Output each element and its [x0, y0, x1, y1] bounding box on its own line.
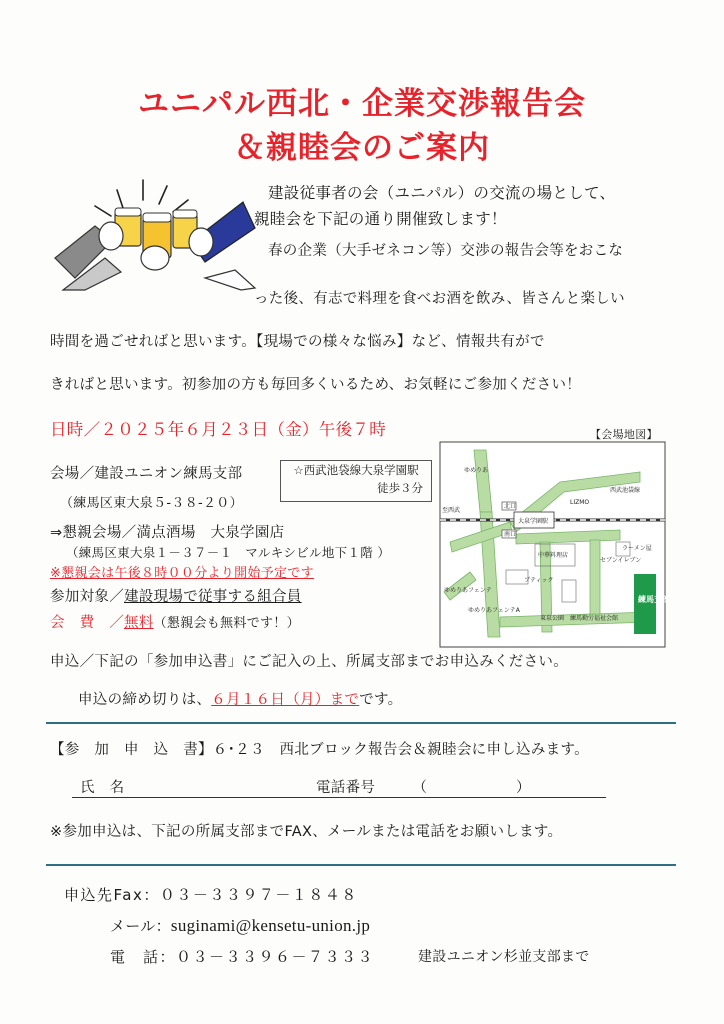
- station-line-1: ☆西武池袋線大泉学園駅: [293, 463, 419, 477]
- venue-name: 会場／建設ユニオン練馬支部: [50, 466, 243, 482]
- intro-line-4: った後、有志で料理を食べお酒を飲み、皆さんと楽しい: [254, 291, 625, 307]
- divider-bottom: [46, 864, 676, 866]
- form-note: ※参加申込は、下記の所属支部までFAX、メールまたは電話をお願いします。: [50, 824, 563, 840]
- intro-line-1: 建設従事者の会（ユニパル）の交流の場として、: [268, 184, 616, 202]
- map-north: 北口: [504, 503, 517, 510]
- contact-fax: 申込先Fax：０３－３３９７－１８４８: [64, 886, 358, 904]
- intro-line-5: 時間を過ごせればと思います。【現場での様々な悩み】など、情報共有がで: [50, 334, 545, 350]
- deadline-row: [78, 688, 402, 709]
- venue-map: [440, 442, 670, 647]
- contact-mail-row: [110, 915, 370, 936]
- map-lizmo: LIZMO: [570, 499, 590, 506]
- map-fountain-a: ゆめりあフェンテA: [468, 607, 520, 614]
- map-south: 南口: [504, 531, 517, 538]
- contact-tel: 電 話：０３－３３９６－７３３３: [110, 948, 375, 966]
- map-seibu: 西武池袋線: [610, 487, 641, 494]
- fee-value: 無料: [124, 615, 154, 631]
- contact-mail[interactable]: suginami@kensetu-union.jp: [170, 916, 371, 935]
- deadline-prefix: 申込の締め切りは、: [78, 692, 212, 708]
- page-subtitle: ＆親睦会のご案内: [234, 130, 490, 166]
- page-title: ユニパル西北・企業交渉報告会: [138, 86, 586, 122]
- map-seven: セブンイレブン: [600, 557, 642, 564]
- form-header: 【参 加 申 込 書】６･２３ 西北ブロック報告会＆親睦会に申し込みます。: [50, 742, 589, 758]
- target-label: 参加対象／: [50, 589, 124, 605]
- deadline-suffix: です。: [359, 692, 403, 708]
- deadline-value: ６月１６日（月）まで: [211, 692, 360, 708]
- map-ramen: ラーメン屋: [622, 545, 652, 552]
- intro-line-2: 親睦会を下記の通り開催致します！: [254, 210, 507, 228]
- contact-branch: 建設ユニオン杉並支部まで: [418, 949, 590, 965]
- station-line-2: 徒歩３分: [377, 481, 423, 495]
- party-venue: ⇒懇親会場／満点酒場 大泉学園店: [50, 525, 285, 541]
- form-name-label: 氏 名: [80, 780, 125, 796]
- target-value: 建設現場で従事する組合員: [124, 589, 302, 605]
- map-road: 至西武: [442, 507, 461, 514]
- map-tax: 練馬勤労福祉会館: [570, 615, 619, 622]
- event-datetime: 日時／２０２５年６月２３日（金）午後７時: [50, 420, 386, 439]
- target-row: [50, 585, 302, 606]
- intro-line-6: きればと思います。初参加の方も毎回多くいるため、お気軽にご参加ください！: [50, 377, 582, 393]
- venue-address: （練馬区東大泉５-３８-２０）: [60, 496, 243, 511]
- contact-mail-label: メール：: [110, 917, 171, 935]
- map-branch: 練馬支部: [638, 595, 670, 604]
- divider-top: [46, 722, 676, 724]
- map-fountain: ゆめりあフェンテ: [444, 587, 492, 594]
- toast-illustration: [55, 178, 255, 290]
- party-note: ※懇親会は午後８時００分より開始予定です: [50, 566, 314, 581]
- apply-text: 申込／下記の「参加申込書」にご記入の上、所属支部までお申込みください。: [50, 654, 568, 670]
- party-address: （練馬区東大泉１－３７－１ マルキシビル地下１階 ）: [66, 545, 391, 560]
- fee-row: [50, 611, 300, 632]
- fee-note: （懇親会も無料です！）: [153, 616, 300, 631]
- station-note: [280, 460, 432, 502]
- map-label: 【会場地図】: [590, 428, 658, 441]
- map-boutique: ブティック: [524, 577, 554, 584]
- fee-label: 会 費 ／: [50, 615, 124, 631]
- map-yumeria: ゆめりあ: [464, 467, 489, 474]
- map-park: 東泉公園: [540, 615, 565, 622]
- form-phone-label: 電話番号 （ ）: [316, 780, 531, 796]
- intro-line-3: 春の企業（大手ゼネコン等）交渉の報告会等をおこな: [268, 243, 624, 259]
- map-station: 大泉学園駅: [518, 518, 549, 525]
- form-fill-line[interactable]: [72, 797, 606, 798]
- map-chinese: 中華料理店: [538, 552, 569, 559]
